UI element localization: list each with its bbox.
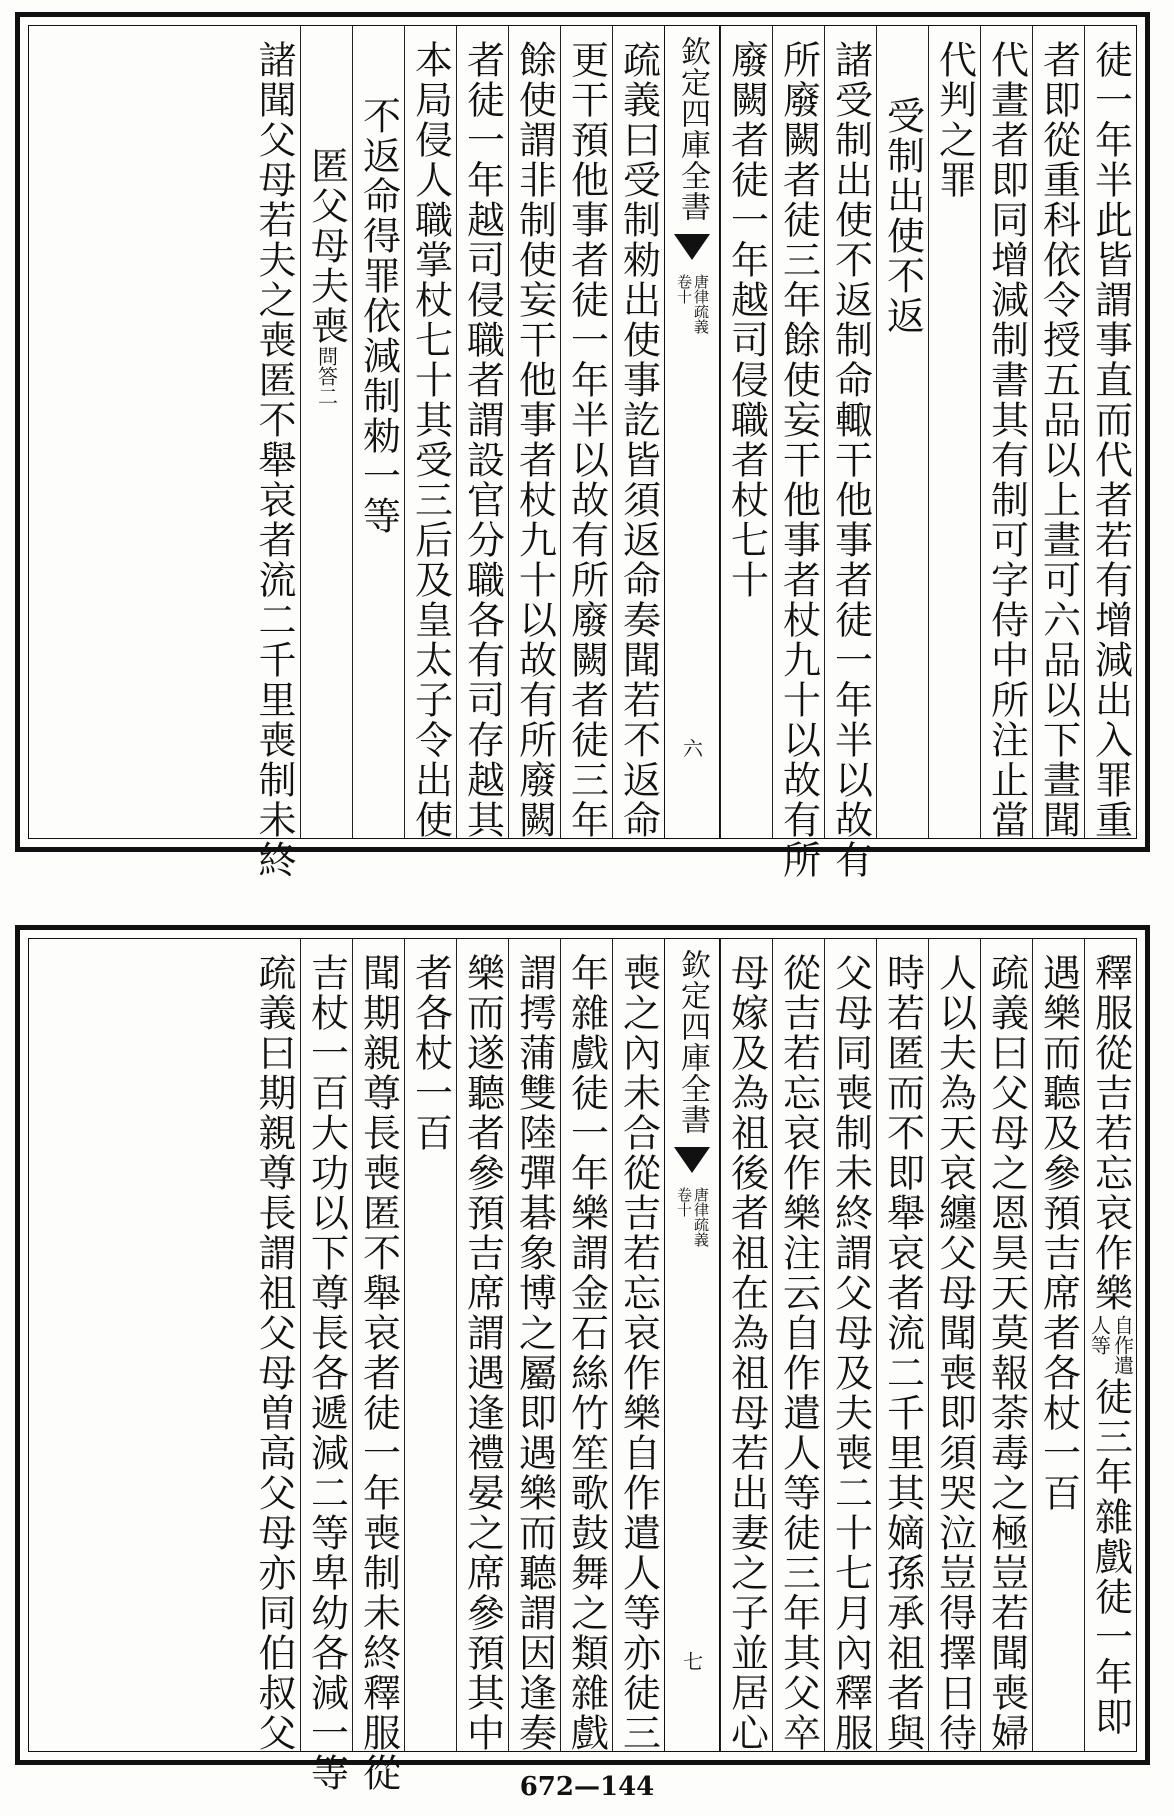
text-column: 遇樂而聽及參預吉席者各杖一百	[1032, 939, 1084, 1751]
text-column: 本局侵人職掌杖七十其受三后及皇太子令出使	[404, 26, 456, 838]
text-column: 者即從重科依令授五品以上晝可六品以下晝聞	[1032, 26, 1084, 838]
text-column: 從吉若忘哀作樂注云自作遣人等徒三年其父卒	[772, 939, 824, 1751]
page-number: 七	[679, 1651, 704, 1671]
page-number: 六	[679, 738, 704, 758]
inline-note: 自作遣 人等	[1087, 1315, 1135, 1375]
text-column: 年雜戲徒一年樂謂金石絲竹笙歌鼓舞之類雜戲	[560, 939, 612, 1751]
fishtail-mark	[674, 1147, 710, 1173]
text-column: 喪之內未合從吉若忘哀作樂自作遣人等亦徒三	[612, 939, 664, 1751]
top-page	[15, 12, 1150, 880]
text-column: 更干預他事者徒一年半以故有所廢闕者徒三年	[560, 26, 612, 838]
page-footer-number: 672—144	[519, 1772, 655, 1802]
text-column: 吉杖一百大功以下尊長各遞減二等卑幼各減一等	[300, 939, 352, 1751]
top-page-frame	[28, 25, 1137, 880]
text-column: 父母同喪制未終謂父母及夫喪二十七月內釋服	[824, 939, 876, 1751]
text-column: 樂而遂聽者參預吉席謂遇逢禮晏之席參預其中	[456, 939, 508, 1751]
book-title: 欽定四庫全書	[675, 36, 710, 222]
text-column: 不返命得罪依減制勑一等	[352, 26, 404, 838]
side-title: 唐律疏義 卷十	[675, 274, 710, 334]
section-heading: 受制出使不返	[876, 26, 928, 838]
text-column: 諸聞父母若夫之喪匿不舉哀者流二千里喪制未終	[252, 40, 296, 880]
text-column: 疏義曰期親尊長謂祖父母曽高父母亦同伯叔父	[252, 953, 296, 1753]
text-column: 代判之罪	[928, 26, 980, 838]
text-column: 聞期親尊長喪匿不舉哀者徒一年喪制未終釋服從	[352, 939, 404, 1751]
text-column: 時若匿而不即舉哀者流二千里其嫡孫承祖者與	[876, 939, 928, 1751]
text-column: 諸受制出使不返制命輙干他事者徒一年半以故有	[824, 26, 876, 838]
text-column: 廢闕者徒一年越司侵職者杖七十	[720, 26, 772, 838]
section-heading: 匿父母夫喪 問答二	[300, 26, 352, 838]
text-column: 母嫁及為祖後者祖在為祖母若出妻之子並居心	[720, 939, 772, 1751]
text-column: 所廢闕者徒三年餘使妄干他事者杖九十以故有所	[772, 26, 824, 838]
text-column: 人以夫為天哀纏父母聞喪即須哭泣豈得擇日待	[928, 939, 980, 1751]
text-column: 疏義曰父母之恩昊天莫報荼毒之極豈若聞喪婦	[980, 939, 1032, 1751]
center-fold	[664, 939, 720, 1751]
text-column: 者各杖一百	[404, 939, 456, 1751]
book-title: 欽定四庫全書	[675, 949, 710, 1135]
text-column: 謂摴蒲雙陸彈碁象博之屬即遇樂而聽謂因逢奏	[508, 939, 560, 1751]
text-column: 餘使謂非制使妄干他事者杖九十以故有所廢闕	[508, 26, 560, 838]
text-column: 疏義曰受制勑出使事訖皆須返命奏聞若不返命	[612, 26, 664, 838]
text-column: 釋服從吉若忘哀作樂 自作遣 人等 徒三年雜戲徒一年即	[1084, 939, 1136, 1751]
fishtail-mark	[674, 234, 710, 260]
side-title: 唐律疏義 卷十	[675, 1187, 710, 1247]
text-column: 徒一年半此皆謂事直而代者若有增減出入罪重	[1084, 26, 1136, 838]
text-column: 代晝者即同增減制書其有制可字侍中所注止當	[980, 26, 1032, 838]
center-fold	[664, 26, 720, 838]
heading-note: 問答二	[314, 346, 339, 406]
text-column: 者徒一年越司侵職者謂設官分職各有司存越其	[456, 26, 508, 838]
